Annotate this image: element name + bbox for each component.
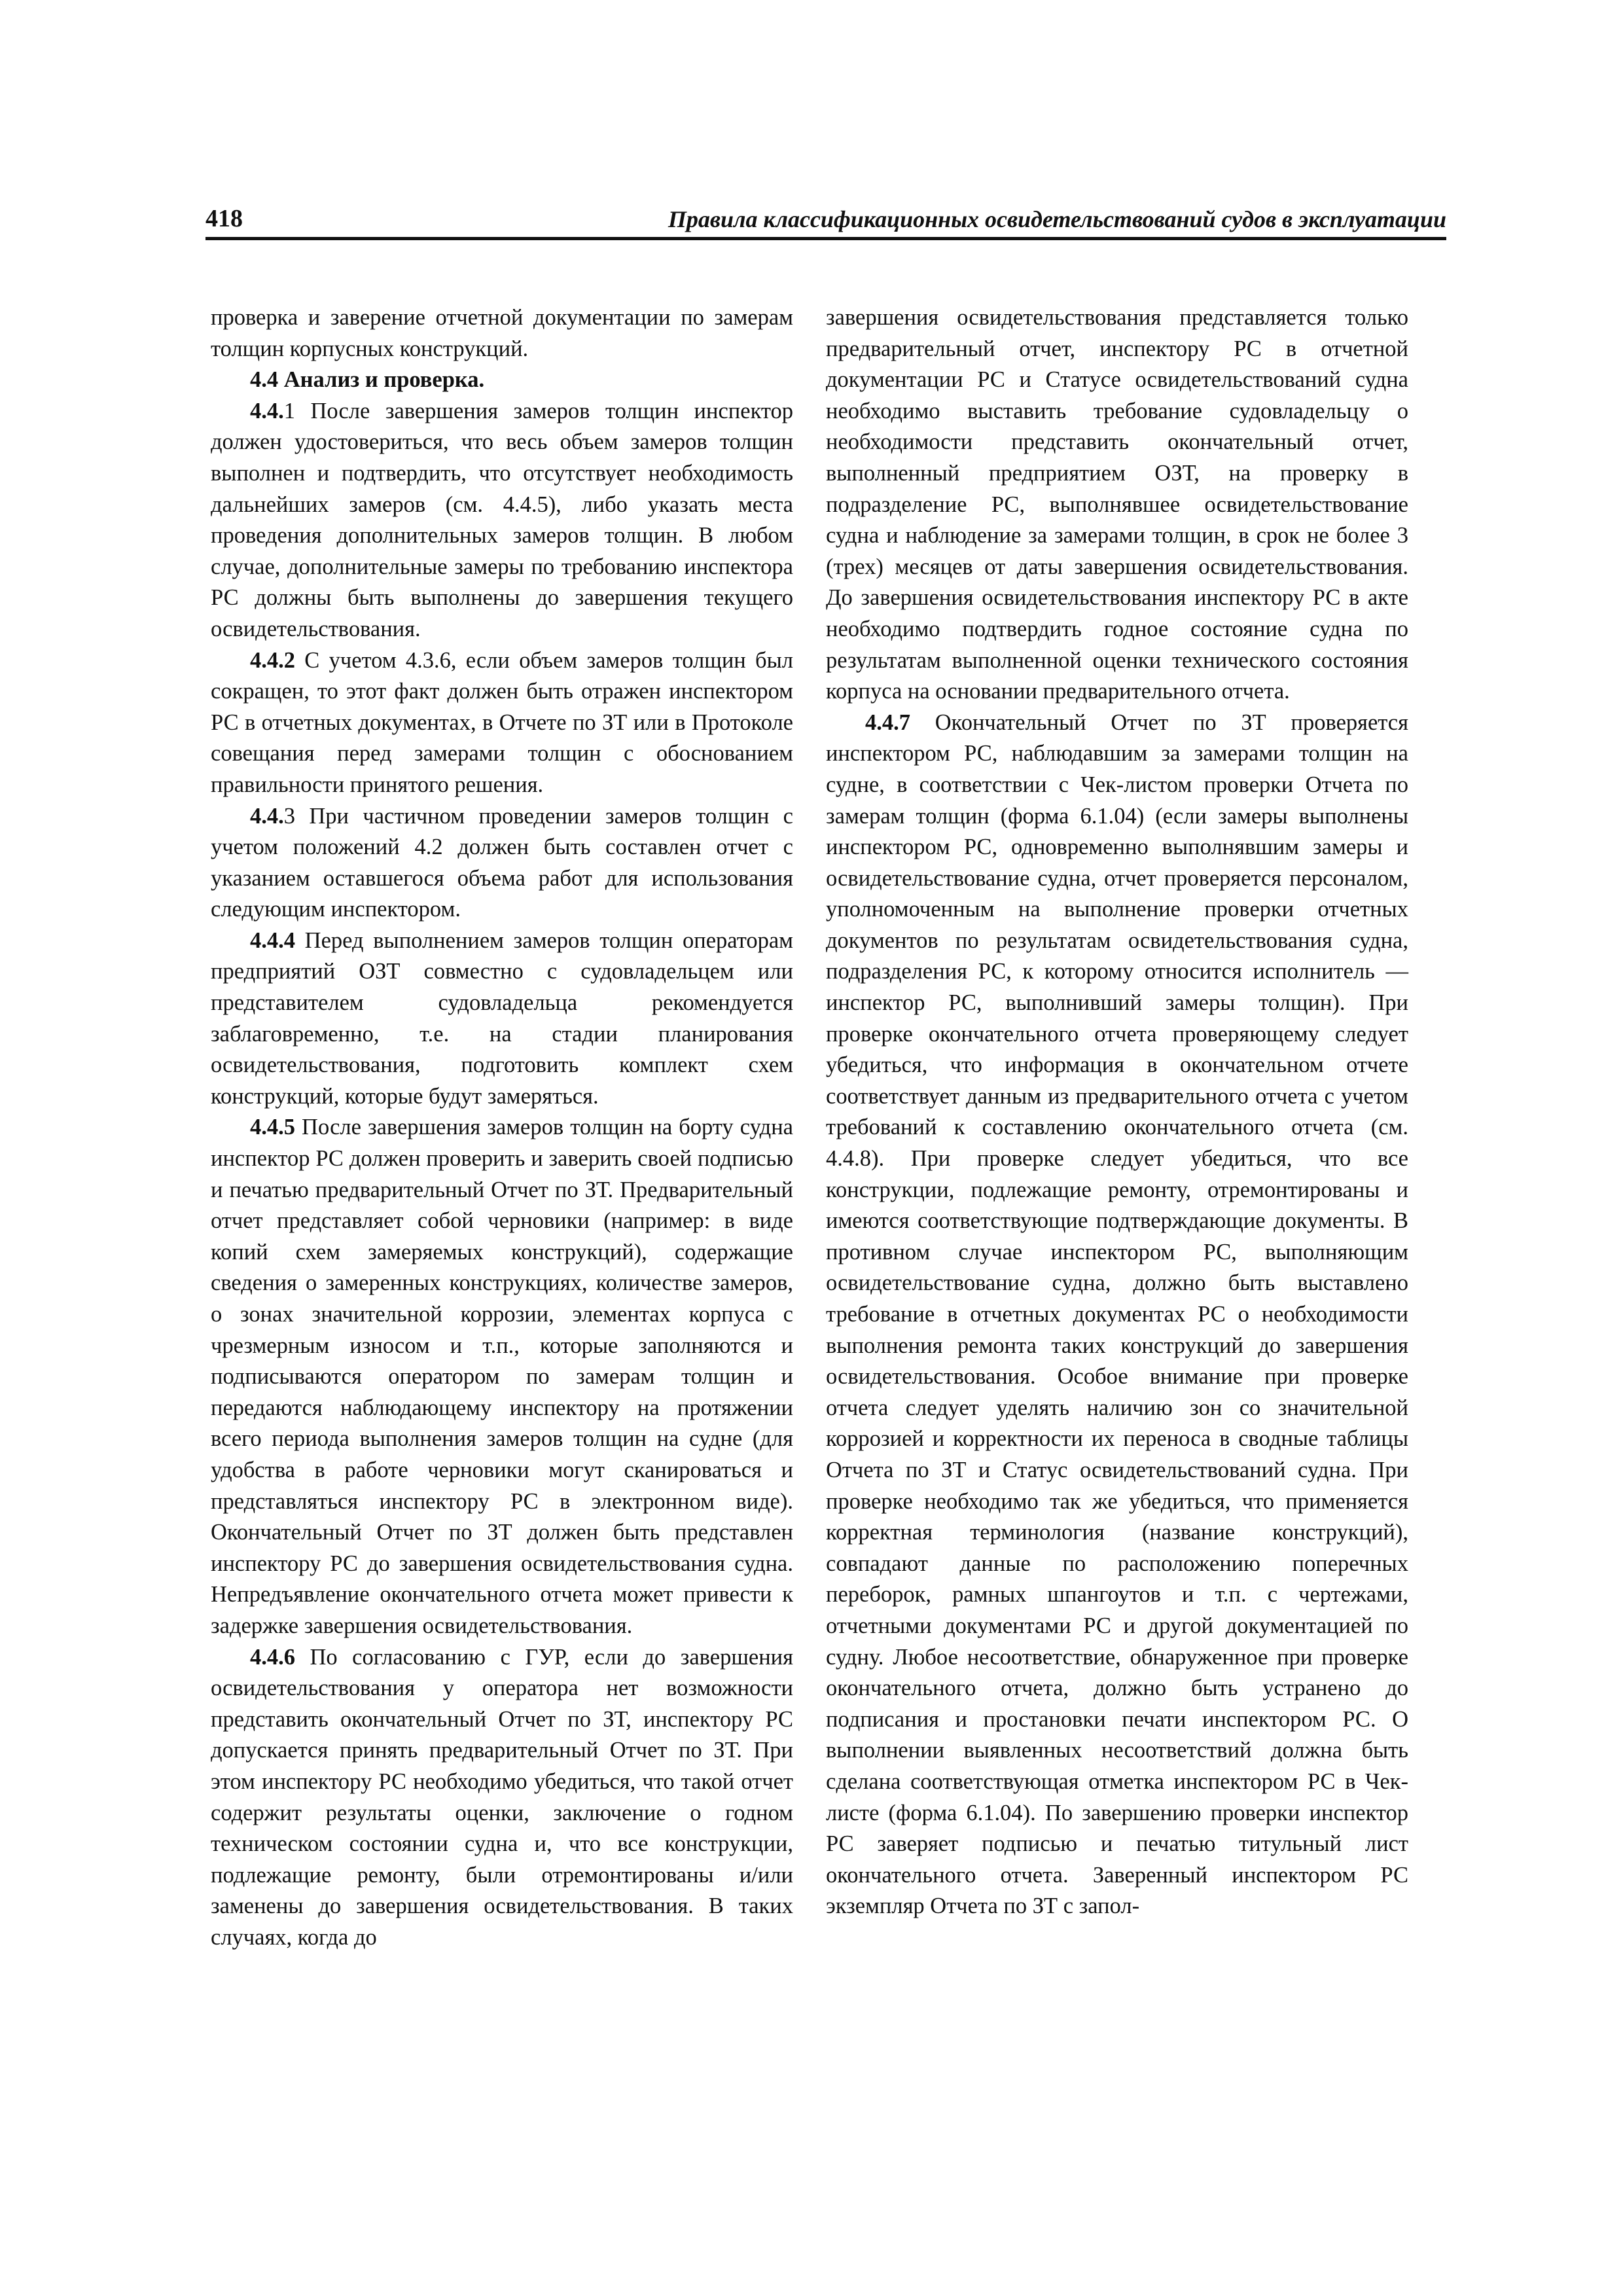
running-title: Правила классификационных освидетельствований судов в эксплуатации xyxy=(668,206,1446,232)
left-column xyxy=(211,302,793,1953)
paragraph: 4.4.5 После завершения замеров толщин на борту судна инспектор РС должен проверить и заверить своей подписью и печатью предварительный Отчет по ЗТ. Предварительный отчет представляет собой черновики (например: в виде копий схем замеряемых конструкций), содержащие сведения о замеренных конструкциях, количестве замеров, о зонах значительной коррозии, элементах корпуса с чрезмерным износом и т.п., которые заполняются и подписываются оператором по замерам толщин и передаются наблюдающему инспектору на протяжении всего периода выполнения замеров толщин на судне (для удобства в работе черновики могут сканироваться и представляться инспектору РС в электронном виде). Окончательный Отчет по ЗТ должен быть представлен инспектору РС до завершения освидетельствования судна. Непредъявление окончательного отчета может привести к задержке завершения освидетельствования. xyxy=(211,1115,793,1638)
paragraph: проверка и заверение отчетной документации по замерам толщин корпусных конструкций. xyxy=(211,305,793,361)
paragraph: 4.4.6 По согласованию с ГУР, если до завершения освидетельствования у оператора нет возможности представить окончательный Отчет по ЗТ, инспектору РС допускается принять предварительный Отчет по ЗТ. При этом инспектору РС необходимо убедиться, что такой отчет содержит результаты оценки, заключение о годном техническом состоянии судна и, что все конструкции, подлежащие ремонту, были отремонтированы и/или заменены до завершения освидетельствования. В таких случаях, когда до xyxy=(211,1644,793,1950)
paragraph: 4.4.2 С учетом 4.3.6, если объем замеров толщин был сокращен, то этот факт должен быть отражен инспектором РС в отчетных документах, в Отчете по ЗТ или в Протоколе совещания перед замерами толщин с обоснованием правильности принятого решения. xyxy=(211,647,793,797)
paragraph: 4.4.1 После завершения замеров толщин инспектор должен удостовериться, что весь объем замеров толщин выполнен и подтвердить, что отсутствует необходимость дальнейших замеров (см. 4.4.5), либо указать места проведения дополнительных замеров толщин. В любом случае, дополнительные замеры по требованию инспектора РС должны быть выполнены до завершения текущего освидетельствования. xyxy=(211,398,793,641)
paragraph: 4.4.7 Окончательный Отчет по ЗТ проверяется инспектором РС, наблюдавшим за замерами толщин на судне, в соответствии с Чек-листом проверки Отчета по замерам толщин (форма 6.1.04) (если замеры выполнены инспектором РС, одновременно выполнявшим замеры и освидетельствование судна, отчет проверяется персоналом, уполномоченным на выполнение проверки отчетных документов по результатам освидетельствования судна, подразделения РС, к которому относится исполнитель — инспектор РС, выполнивший замеры толщин). При проверке окончательного отчета проверяющему следует убедиться, что информация в окончательном отчете соответствует данным из предварительного отчета с учетом требований к составлению окончательного отчета (см. 4.4.8). При проверке следует убедиться, что все конструкции, подлежащие ремонту, отремонтированы и имеются соответствующие подтверждающие документы. В противном случае инспектором РС, выполняющим освидетельствование судна, должно быть выставлено требование в отчетных документах РС о необходимости выполнения ремонта таких конструкций до завершения освидетельствования. Особое внимание при проверке отчета следует уделять наличию зон со значительной коррозией и корректности их переноса в сводные таблицы Отчета по ЗТ и Статус освидетельствований судна. При проверке необходимо так же убедиться, что применяется корректная терминология (название конструкций), совпадают данные по расположению поперечных переборок, рамных шпангоутов и т.п. с чертежами, отчетными документами РС и другой документацией по судну. Любое несоответствие, обнаруженное при проверке окончательного отчета, должно быть устранено до подписания и простановки печати инспектором РС. О выполнении выявленных несоответствий должна быть сделана соответствующая отметка инспектором РС в Чек-листе (форма 6.1.04). По завершению проверки инспектор РС заверяет подписью и печатью титульный лист окончательного отчета. Заверенный инспектором РС экземпляр Отчета по ЗТ с запол- xyxy=(826,709,1408,1919)
right-column xyxy=(826,302,1408,1922)
page-number: 418 xyxy=(205,205,243,232)
page-header xyxy=(205,196,1446,240)
paragraph: 4.4.4 Перед выполнением замеров толщин операторам предприятий ОЗТ совместно с судовладельцем или представителем судовладельца рекомендуется заблаговременно, т.е. на стадии планирования освидетельствования, подготовить комплект схем конструкций, которые будут замеряться. xyxy=(211,927,793,1109)
paragraph: 4.4.3 При частичном проведении замеров толщин с учетом положений 4.2 должен быть составлен отчет с указанием оставшегося объема работ для использования следующим инспектором. xyxy=(211,803,793,922)
section-heading: 4.4 Анализ и проверка. xyxy=(250,367,485,393)
paragraph: завершения освидетельствования представляется только предварительный отчет, инспектору РС в отчетной документации РС и Статусе освидетельствований судна необходимо выставить требование судовладельцу о необходимости представить окончательный отчет, выполненный предприятием ОЗТ, на проверку в подразделение РС, выполнявшее освидетельствование судна и наблюдение за замерами толщин, в срок не более 3 (трех) месяцев от даты завершения освидетельствования. До завершения освидетельствования инспектору РС в акте необходимо подтвердить годное состояние судна по результатам выполненной оценки технического состояния корпуса на основании предварительного отчета. xyxy=(826,305,1408,704)
